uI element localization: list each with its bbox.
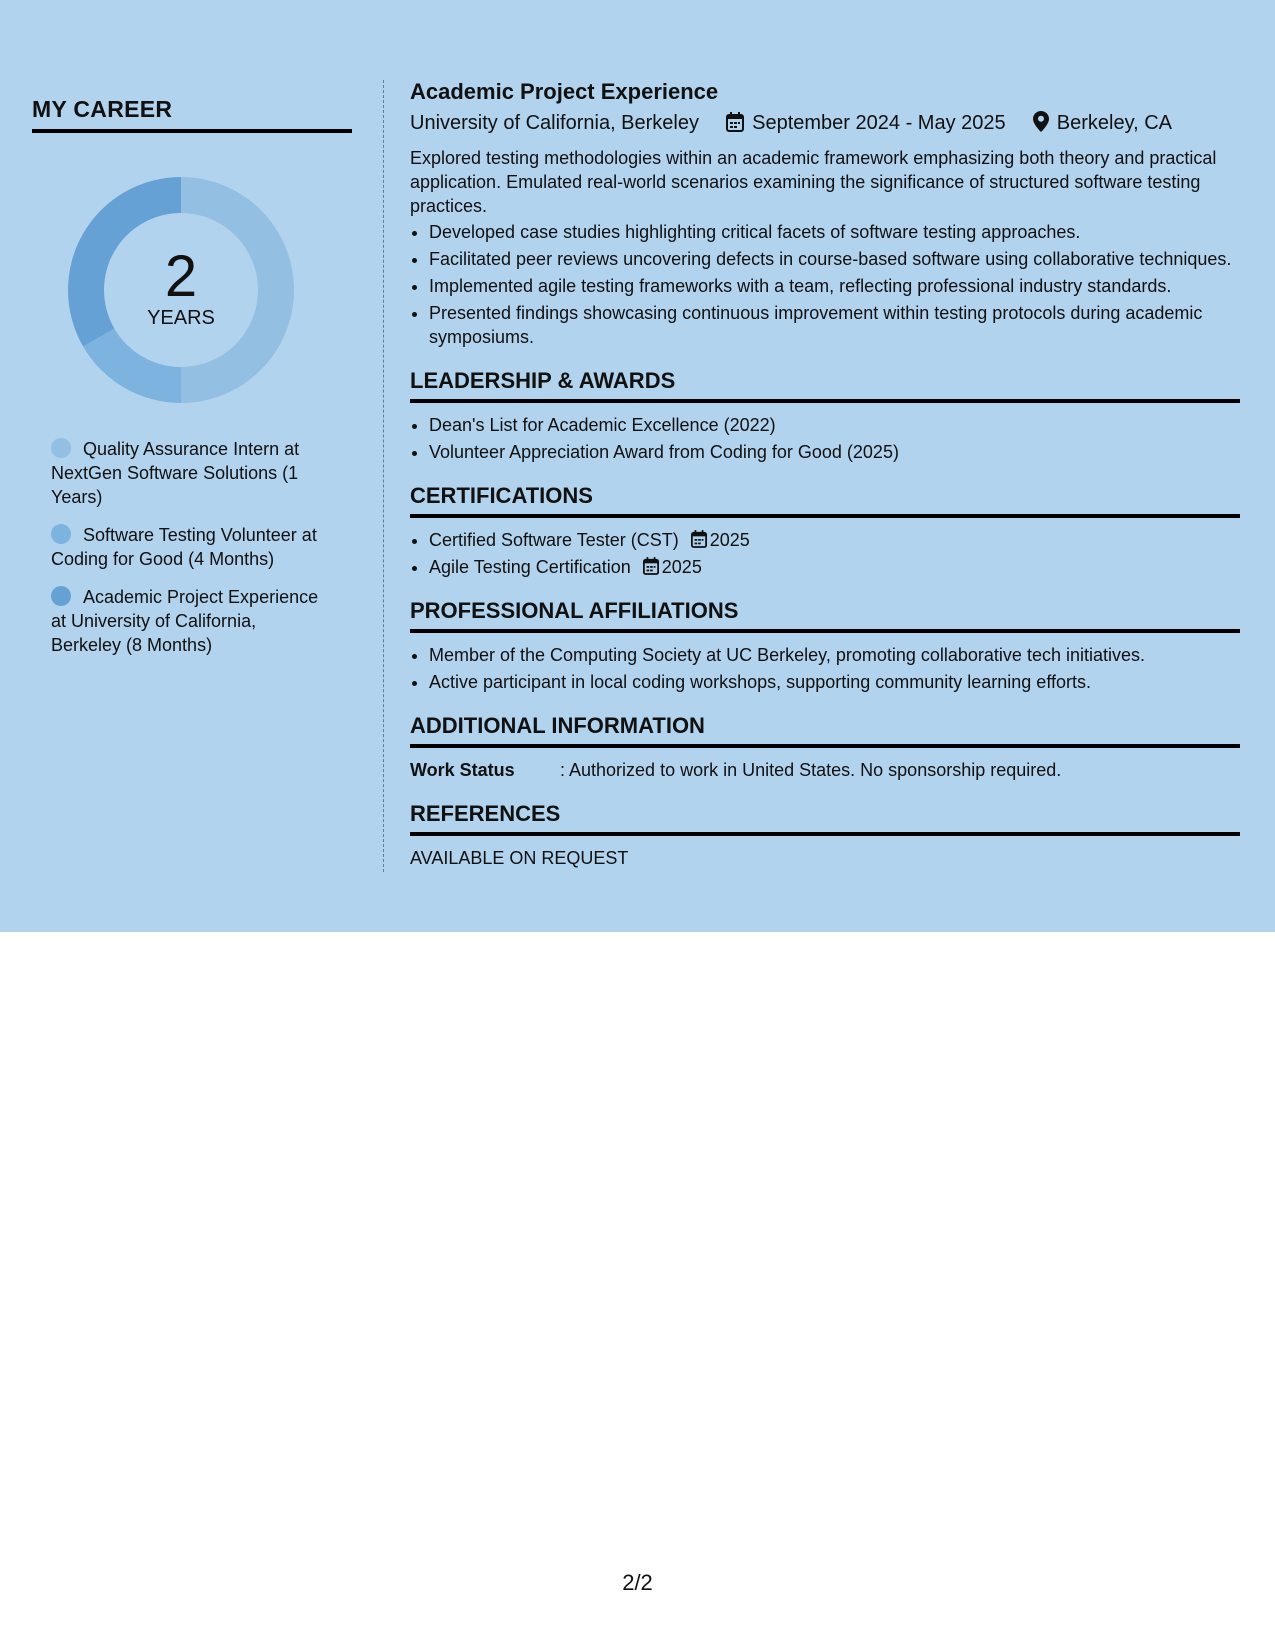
list-item: • Volunteer Appreciation Award from Coding for Good (2025) (429, 440, 1240, 464)
list-item: • Member of the Computing Society at UC Berkeley, promoting collaborative tech initiatives. (429, 643, 1240, 667)
additional-section (410, 712, 1240, 782)
list-item: • Developed case studies highlighting critical facets of software testing approaches. (429, 220, 1240, 244)
certification-name: Agile Testing Certification (429, 557, 631, 577)
career-donut-chart (66, 175, 296, 405)
page-number: 2/2 (622, 1570, 653, 1595)
affiliations-list (410, 643, 1240, 694)
work-status-row (410, 758, 1240, 782)
main-column (410, 78, 1240, 870)
list-item (429, 528, 1240, 552)
column-divider (383, 80, 384, 872)
certification-name: Certified Software Tester (CST) (429, 530, 679, 550)
list-item: • Facilitated peer reviews uncovering defects in course-based software using collaborative techniques. (429, 247, 1240, 271)
work-status-value: : Authorized to work in United States. No sponsorship required. (560, 760, 1062, 780)
affiliations-heading: PROFESSIONAL AFFILIATIONS (410, 597, 1240, 633)
leadership-heading: LEADERSHIP & AWARDS (410, 367, 1240, 403)
legend-item (51, 437, 321, 509)
career-years-value: 2 (164, 244, 198, 309)
career-legend (51, 437, 321, 657)
career-sidebar (32, 96, 352, 671)
list-item: • Dean's List for Academic Excellence (2022) (429, 413, 1240, 437)
legend-dot-icon (51, 438, 71, 458)
legend-label: Software Testing Volunteer at Coding for Good (4 Months) (51, 525, 317, 569)
certification-year: 2025 (661, 557, 702, 577)
experience-meta (410, 108, 1240, 138)
list-item: • Implemented agile testing frameworks with a team, reflecting professional industry standards. (429, 274, 1240, 298)
leadership-section (410, 367, 1240, 464)
certifications-list (410, 528, 1240, 579)
legend-item (51, 585, 321, 657)
experience-description: Explored testing methodologies within an academic framework emphasizing both theory and practical application. Emulated real-world scenarios examining the significance of structured software testing practices. (410, 148, 1217, 216)
references-text: AVAILABLE ON REQUEST (410, 848, 629, 868)
additional-heading: ADDITIONAL INFORMATION (410, 712, 1240, 748)
experience-title: Academic Project Experience (410, 79, 719, 104)
experience-entry (410, 78, 1240, 349)
list-item (429, 555, 1240, 579)
map-pin-icon (1033, 111, 1049, 132)
experience-organization: University of California, Berkeley (410, 112, 699, 134)
work-status-label: Work Status (410, 760, 515, 780)
calendar-icon (643, 557, 659, 575)
leadership-list (410, 413, 1240, 464)
donut-segment (83, 329, 181, 404)
list-item: • Active participant in local coding workshops, supporting community learning efforts. (429, 670, 1240, 694)
certifications-section (410, 482, 1240, 579)
calendar-icon (691, 530, 707, 548)
career-years-unit: YEARS (147, 307, 215, 329)
experience-dates: September 2024 - May 2025 (752, 112, 1006, 134)
experience-location: Berkeley, CA (1056, 112, 1172, 134)
list-item: • Presented findings showcasing continuous improvement within testing protocols during academic symposiums. (429, 301, 1240, 349)
references-heading: REFERENCES (410, 800, 1240, 836)
legend-dot-icon (51, 524, 71, 544)
references-section (410, 800, 1240, 870)
calendar-icon (726, 112, 744, 132)
legend-label: Quality Assurance Intern at NextGen Software Solutions (1 Years) (51, 439, 300, 507)
legend-dot-icon (51, 586, 71, 606)
affiliations-section (410, 597, 1240, 694)
experience-bullets (410, 220, 1240, 349)
legend-label: Academic Project Experience at University of California, Berkeley (8 Months) (51, 587, 319, 655)
certifications-heading: CERTIFICATIONS (410, 482, 1240, 518)
career-title: MY CAREER (32, 96, 352, 133)
legend-item (51, 523, 321, 571)
certification-year: 2025 (709, 530, 750, 550)
